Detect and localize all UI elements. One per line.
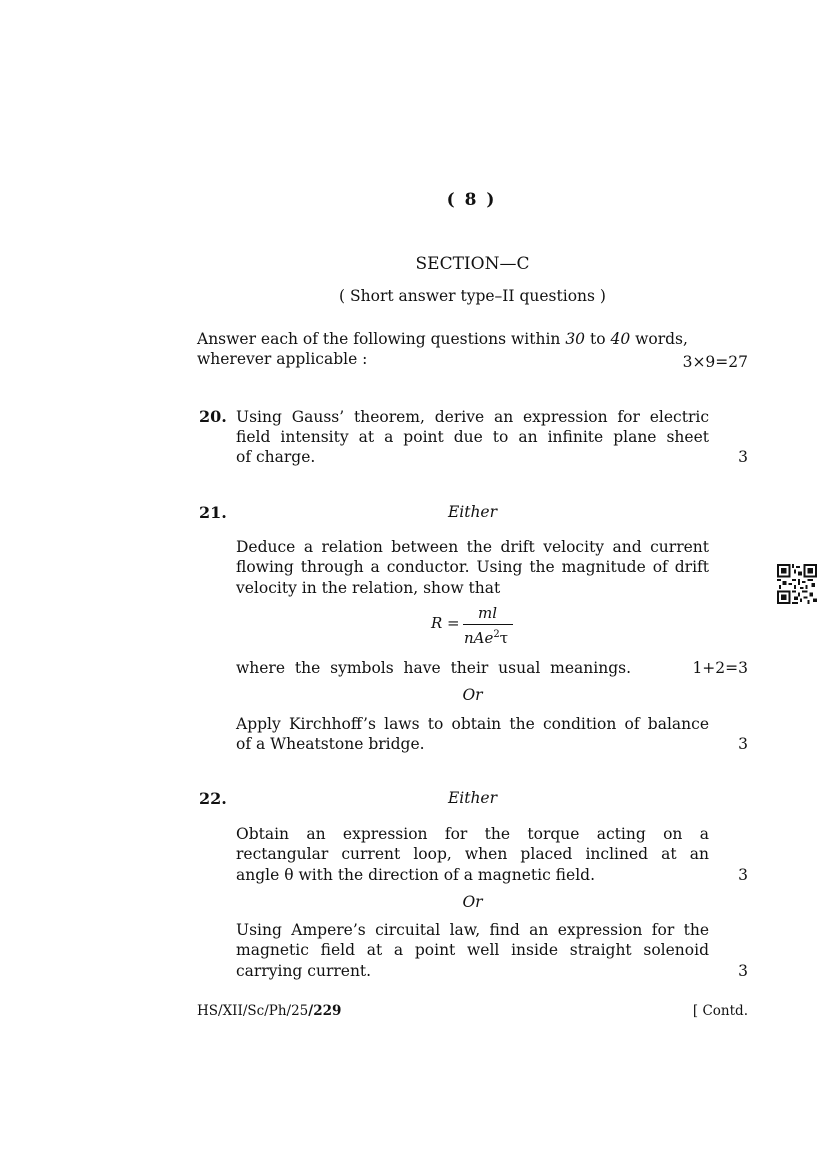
marks: 3: [738, 962, 748, 980]
word-max: 40: [610, 330, 631, 348]
formula-lhs: R =: [431, 614, 460, 632]
marks: 3: [738, 448, 748, 466]
formula-numerator: ml: [478, 604, 498, 622]
paper-code-text: HS/XII/Sc/Ph/25: [197, 1003, 309, 1019]
formula-denominator: [464, 629, 508, 647]
formula-tau: τ: [499, 629, 509, 647]
q22b-line: magnetic field at a point well inside straight solenoid: [236, 941, 709, 959]
q20-line: Using Gauss’ theorem, derive an expression for electric: [236, 408, 709, 426]
marks: 3: [738, 866, 748, 884]
continued-label: [ Contd.: [692, 1003, 748, 1019]
q21b-line: of a Wheatstone bridge.: [236, 735, 425, 753]
question-number: 22.: [199, 789, 227, 808]
section-title: SECTION—C: [415, 254, 530, 274]
q21a-line: velocity in the relation, show that: [236, 579, 501, 597]
instructions-line-2: wherever applicable :: [197, 350, 368, 368]
marks: 1+2=3: [692, 659, 748, 677]
q22a-line: rectangular current loop, when placed inclined at an: [236, 845, 709, 863]
q21a-line: flowing through a conductor. Using the magnitude of drift: [236, 558, 709, 576]
formula-denominator-base: nAe: [464, 629, 494, 647]
or-label: Or: [462, 686, 483, 704]
q20-line: of charge.: [236, 448, 316, 466]
question-number: 20.: [199, 407, 227, 426]
question-number: 21.: [199, 503, 227, 522]
instructions-text: words,: [630, 330, 688, 348]
q22a-line: angle θ with the direction of a magnetic field.: [236, 866, 595, 884]
word-min: 30: [565, 330, 586, 348]
q20-line: field intensity at a point due to an infinite plane sheet: [236, 428, 709, 446]
marks: 3: [738, 735, 748, 753]
qr-code-icon: [777, 564, 817, 604]
paper-code: [197, 1003, 341, 1019]
instructions-text: Answer each of the following questions within: [197, 330, 566, 348]
paper-code-number: /229: [308, 1003, 342, 1019]
instructions-line-1: [197, 329, 688, 350]
formula-exponent: 2: [493, 629, 500, 640]
or-label: Or: [462, 893, 483, 911]
q21a-line: Deduce a relation between the drift velocity and current: [236, 538, 709, 556]
section-marks: 3×9=27: [682, 353, 748, 371]
fraction-bar: [463, 624, 513, 625]
either-label: Either: [447, 789, 498, 807]
q21a-tail: where the symbols have their usual meanings.: [236, 659, 631, 677]
instructions-text: to: [585, 330, 611, 348]
q22a-line: Obtain an expression for the torque acting on a: [236, 825, 709, 843]
q22b-line: Using Ampere’s circuital law, find an expression for the: [236, 921, 709, 939]
page-number: ( 8 ): [446, 190, 497, 210]
q22b-line: carrying current.: [236, 962, 372, 980]
section-subtitle: ( Short answer type–II questions ): [339, 287, 606, 305]
either-label: Either: [447, 503, 498, 521]
q21b-line: Apply Kirchhoff’s laws to obtain the condition of balance: [236, 715, 709, 733]
